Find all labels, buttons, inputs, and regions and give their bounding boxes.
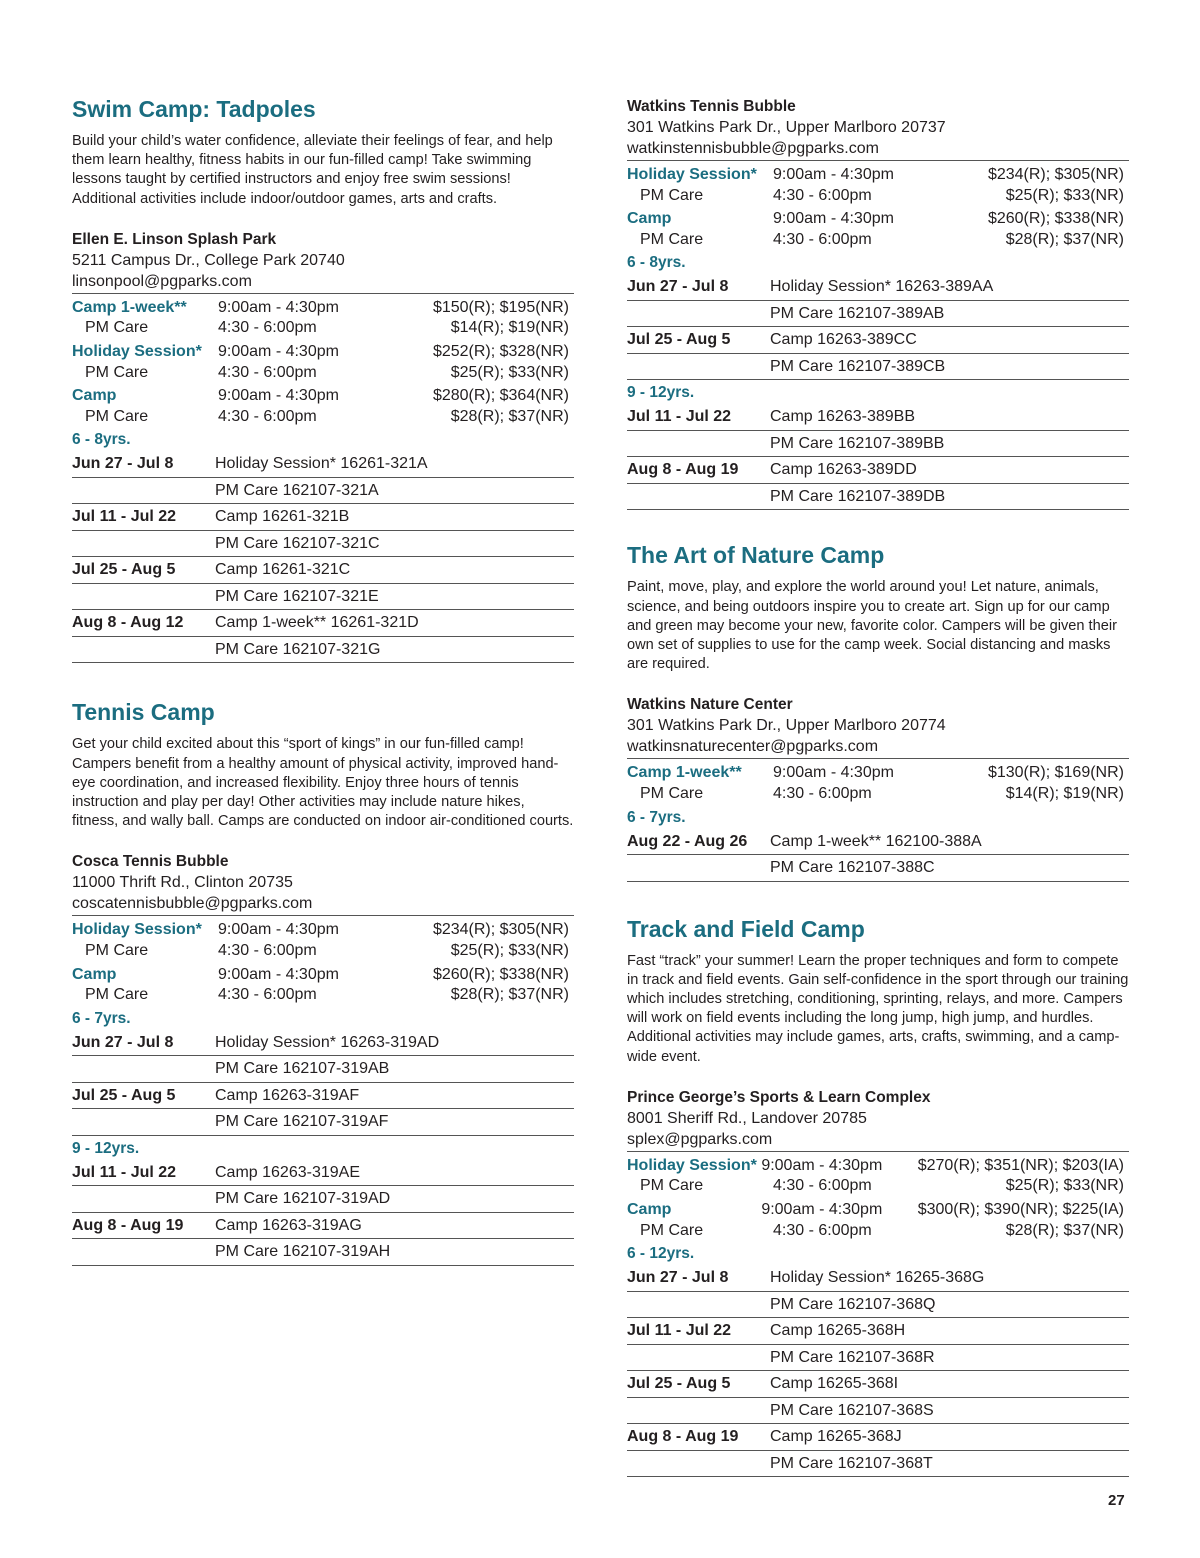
location-email[interactable]: watkinsnaturecenter@pgparks.com <box>627 736 1129 759</box>
rate-group <box>627 763 1129 804</box>
location-address: 5211 Campus Dr., College Park 20740 <box>72 251 345 269</box>
rate-group <box>627 1156 1129 1197</box>
rate-label: Camp 1-week** <box>72 298 187 316</box>
rates-table <box>627 759 1129 804</box>
section-description: Paint, move, play, and explore the world around you! Let nature, animals, science, and being outdoors inspire you to create art. Sign up for our camp and green may become your new, favorite color. Campers will be given their own set of supplies to use for the camp week. Social distancing and masks are required. <box>627 579 1117 673</box>
rate-group <box>72 386 574 427</box>
rate-sub-label: PM Care <box>640 230 704 248</box>
rate-label: Camp <box>72 965 117 983</box>
left-column <box>72 94 574 1300</box>
rate-label: Holiday Session* <box>627 1156 757 1174</box>
rate-row <box>627 165 1129 186</box>
age-group-label: 6 - 8yrs. <box>72 431 131 449</box>
rate-label: Holiday Session* <box>72 343 202 360</box>
schedule-course: Camp 16265-368H <box>770 1322 906 1340</box>
rate-sub-time: 4:30 - 6:00pm <box>773 230 872 248</box>
schedule-course: Camp 16263-389CC <box>770 331 917 349</box>
schedule-date: Jun 27 - Jul 8 <box>72 455 174 473</box>
schedule-date: Jul 25 - Aug 5 <box>627 331 731 349</box>
schedule-date <box>72 637 215 663</box>
location-email[interactable]: coscatennisbubble@pgparks.com <box>72 893 574 916</box>
rate-row <box>72 298 574 319</box>
rate-price: $280(R); $364(NR) <box>432 387 569 405</box>
schedule-course: Holiday Session* 16265-368G <box>770 1269 985 1287</box>
section-title: Tennis Camp <box>72 699 215 726</box>
schedule-course: Camp 16261-321C <box>215 561 351 579</box>
schedule-date <box>627 431 770 457</box>
schedule-date: Jul 25 - Aug 5 <box>72 1086 176 1104</box>
rate-sub-label: PM Care <box>85 986 149 1004</box>
schedule-date <box>72 531 215 557</box>
schedule-date: Jul 11 - Jul 22 <box>627 408 732 426</box>
rate-sub-price: $28(R); $37(NR) <box>1005 1221 1124 1239</box>
schedule-course: PM Care 162107-319AH <box>215 1243 391 1261</box>
schedule-date: Aug 8 - Aug 19 <box>627 461 739 479</box>
swim-camp-section <box>72 94 574 663</box>
rate-sub-time: 4:30 - 6:00pm <box>218 941 317 959</box>
page-number: 27 <box>1108 1492 1125 1509</box>
rate-price: $300(R); $390(NR); $225(IA) <box>917 1200 1124 1218</box>
age-group-label: 6 - 12yrs. <box>627 1245 695 1263</box>
rate-sub-time: 4:30 - 6:00pm <box>218 363 317 381</box>
rate-group <box>72 920 574 961</box>
schedule-course: Camp 16263-389DD <box>770 461 917 479</box>
location-name: Watkins Tennis Bubble <box>627 98 796 115</box>
schedule-row <box>627 1318 1129 1345</box>
location-email[interactable]: linsonpool@pgparks.com <box>72 271 574 294</box>
schedule-row <box>627 1424 1129 1451</box>
rate-time: 9:00am - 4:30pm <box>218 298 339 316</box>
rate-time: 9:00am - 4:30pm <box>773 210 894 228</box>
schedule-course: PM Care 162107-368R <box>770 1348 935 1366</box>
section-title: Track and Field Camp <box>627 915 865 942</box>
rate-label: Camp <box>627 1200 672 1218</box>
rate-label: Holiday Session* <box>627 166 757 183</box>
rate-row-pm-care <box>627 1221 1129 1242</box>
rate-label: Holiday Session* <box>72 921 202 939</box>
location-block <box>72 229 574 294</box>
schedule-course: Camp 16265-368J <box>770 1428 902 1446</box>
schedule-date: Aug 8 - Aug 19 <box>627 1428 739 1446</box>
schedule-course: PM Care 162107-321A <box>215 481 379 499</box>
schedule-date <box>72 1186 215 1212</box>
schedule-row <box>627 354 1129 381</box>
rate-sub-time: 4:30 - 6:00pm <box>218 319 317 337</box>
schedule-date: Aug 8 - Aug 19 <box>72 1216 184 1234</box>
schedule-course: Camp 16263-319AE <box>215 1163 360 1181</box>
schedule-row <box>72 610 574 637</box>
schedule-course: PM Care 162107-368T <box>770 1454 933 1472</box>
rate-time: 9:00am - 4:30pm <box>218 921 339 939</box>
location-name: Cosca Tennis Bubble <box>72 853 229 871</box>
rate-sub-label: PM Care <box>640 186 704 204</box>
schedule-course: Holiday Session* 16263-389AA <box>770 278 994 296</box>
rate-sub-price: $25(R); $33(NR) <box>1005 1177 1124 1195</box>
schedule-course: PM Care 162107-319AB <box>215 1060 390 1078</box>
rate-price: $150(R); $195(NR) <box>432 298 569 316</box>
schedule-date <box>627 354 770 380</box>
rate-sub-time: 4:30 - 6:00pm <box>773 784 872 802</box>
schedule-row <box>627 1451 1129 1478</box>
rate-sub-price: $25(R); $33(NR) <box>1005 186 1124 204</box>
rate-price: $270(R); $351(NR); $203(IA) <box>917 1156 1124 1174</box>
schedule-row <box>627 829 1129 856</box>
location-address: 301 Watkins Park Dr., Upper Marlboro 20737 <box>627 119 946 136</box>
schedule-row <box>72 584 574 611</box>
rate-row <box>627 1156 1129 1177</box>
schedule-date <box>627 1398 770 1424</box>
rate-sub-label: PM Care <box>640 1221 704 1239</box>
schedule-course: Camp 16261-321B <box>215 508 350 526</box>
rate-row-pm-care <box>627 1176 1129 1197</box>
rate-price: $260(R); $338(NR) <box>987 210 1124 228</box>
schedule-row <box>72 637 574 664</box>
rate-sub-price: $14(R); $19(NR) <box>450 319 569 337</box>
rate-row <box>72 342 574 363</box>
section-description: Get your child excited about this “sport of kings” in our fun-filled camp! Campers benefit from a healthy amount of physical activity, improved hand-eye coordination, and increased flexibility. Enjoy three hours of tennis instruction and play per day! Other activities may include nature hikes, fitness, and wally ball. Camps are conducted on indoor air-conditioned courts. <box>72 736 574 830</box>
schedule-row <box>627 431 1129 458</box>
rate-sub-time: 4:30 - 6:00pm <box>218 986 317 1004</box>
schedule-row <box>627 457 1129 484</box>
schedule-course: PM Care 162107-368Q <box>770 1295 936 1313</box>
schedule-row <box>627 1398 1129 1425</box>
schedule-date <box>72 478 215 504</box>
schedule-course: Camp 1-week** 162100-388A <box>770 832 982 850</box>
location-name: Ellen E. Linson Splash Park <box>72 230 277 248</box>
location-block <box>627 96 1129 161</box>
schedule-course: PM Care 162107-319AF <box>215 1113 389 1131</box>
schedule-row <box>72 1239 574 1266</box>
rate-sub-price: $25(R); $33(NR) <box>450 941 569 959</box>
rate-price: $260(R); $338(NR) <box>432 965 569 983</box>
age-group-label: 6 - 7yrs. <box>627 808 686 826</box>
section-description: Fast “track” your summer! Learn the proper techniques and form to compete in track and field events. Gain self-confidence in the sport through our training which includes stretching, conditioning, sprinting, relays, and more. Campers will work on field events including the long jump, high jump, and hurdles. Additional activities may include games, arts, crafts, swimming, and a camp-wide event. <box>627 952 1129 1065</box>
schedule-date: Jul 11 - Jul 22 <box>72 1163 177 1181</box>
location-address: 11000 Thrift Rd., Clinton 20735 <box>72 874 293 892</box>
schedule-row <box>627 327 1129 354</box>
schedule-course: PM Care 162107-389DB <box>770 487 946 505</box>
schedule-row <box>627 301 1129 328</box>
rate-time: 9:00am - 4:30pm <box>218 387 339 405</box>
right-column <box>627 96 1129 1511</box>
schedule-date: Jul 11 - Jul 22 <box>627 1322 732 1340</box>
schedule-row <box>72 1186 574 1213</box>
rates-table <box>627 1152 1129 1241</box>
schedule-row <box>72 1083 574 1110</box>
rate-row-pm-care <box>627 784 1129 805</box>
rate-group <box>627 165 1129 206</box>
schedule-course: Camp 1-week** 16261-321D <box>215 614 419 632</box>
rate-sub-time: 4:30 - 6:00pm <box>773 1221 872 1239</box>
rate-time: 9:00am - 4:30pm <box>773 166 894 183</box>
watkins-tennis-section <box>627 96 1129 510</box>
schedule-row <box>627 1345 1129 1372</box>
rates-table <box>72 294 574 428</box>
schedule-date: Aug 22 - Aug 26 <box>627 832 748 850</box>
rate-sub-label: PM Care <box>85 363 149 381</box>
schedule-course: Camp 16263-319AF <box>215 1086 360 1104</box>
rate-sub-time: 4:30 - 6:00pm <box>218 407 317 425</box>
rate-label: Camp <box>72 387 117 405</box>
rate-group <box>627 209 1129 250</box>
rate-label: Camp 1-week** <box>627 764 742 782</box>
rate-sub-time: 4:30 - 6:00pm <box>773 186 872 204</box>
schedule-date: Jul 25 - Aug 5 <box>627 1375 731 1393</box>
schedule-course: PM Care 162107-368S <box>770 1401 934 1419</box>
schedule-row <box>627 404 1129 431</box>
rate-sub-label: PM Care <box>85 941 149 959</box>
schedule-row <box>72 504 574 531</box>
rate-time: 9:00am - 4:30pm <box>761 1156 883 1174</box>
location-email[interactable]: watkinstennisbubble@pgparks.com <box>627 138 1129 161</box>
rate-price: $234(R); $305(NR) <box>987 166 1124 183</box>
schedule-row <box>627 855 1129 882</box>
rates-table <box>627 161 1129 250</box>
age-group-label: 9 - 12yrs. <box>627 384 695 402</box>
schedule-course: Camp 16265-368I <box>770 1375 899 1393</box>
rate-sub-label: PM Care <box>85 319 149 337</box>
rate-sub-price: $28(R); $37(NR) <box>1005 230 1124 248</box>
rate-time: 9:00am - 4:30pm <box>218 965 339 983</box>
track-field-section <box>627 914 1129 1478</box>
schedule-date <box>72 1239 215 1265</box>
schedule-row <box>72 1160 574 1187</box>
schedule-date <box>627 301 770 327</box>
schedule-course: PM Care 162107-321G <box>215 640 381 658</box>
schedule-row <box>627 484 1129 511</box>
schedule-row <box>72 1213 574 1240</box>
schedule-date <box>627 1345 770 1371</box>
rate-price: $252(R); $328(NR) <box>432 343 569 360</box>
rate-row <box>72 386 574 407</box>
schedule-date: Jun 27 - Jul 8 <box>627 1269 729 1287</box>
rate-time: 9:00am - 4:30pm <box>773 764 894 782</box>
schedule-date: Jul 25 - Aug 5 <box>72 561 176 579</box>
rate-price: $234(R); $305(NR) <box>432 921 569 939</box>
schedule-row <box>72 531 574 558</box>
location-name: Watkins Nature Center <box>627 696 793 714</box>
rate-time: 9:00am - 4:30pm <box>218 343 339 360</box>
rate-sub-price: $28(R); $37(NR) <box>450 407 569 425</box>
schedule-course: Holiday Session* 16261-321A <box>215 455 428 473</box>
location-address: 301 Watkins Park Dr., Upper Marlboro 20774 <box>627 717 946 735</box>
section-title: Swim Camp: Tadpoles <box>72 96 316 122</box>
schedule-course: PM Care 162107-389BB <box>770 434 945 452</box>
age-group-label: 6 - 8yrs. <box>627 254 686 272</box>
section-title: The Art of Nature Camp <box>627 542 885 569</box>
tennis-camp-section <box>72 697 574 1265</box>
schedule-date: Jun 27 - Jul 8 <box>627 278 729 296</box>
location-email[interactable]: splex@pgparks.com <box>627 1129 1129 1152</box>
rate-row-pm-care <box>627 230 1129 251</box>
rate-row <box>72 920 574 941</box>
rate-sub-time: 4:30 - 6:00pm <box>773 1177 872 1195</box>
location-block <box>72 851 574 916</box>
rate-row-pm-care <box>72 941 574 962</box>
schedule-row <box>627 274 1129 301</box>
schedule-course: PM Care 162107-321E <box>215 587 379 605</box>
schedule-row <box>72 1056 574 1083</box>
schedule-course: PM Care 162107-389AB <box>770 304 945 322</box>
rate-price: $130(R); $169(NR) <box>987 764 1124 782</box>
schedule-row <box>72 1109 574 1136</box>
rate-row <box>627 209 1129 230</box>
rate-sub-label: PM Care <box>640 1177 704 1195</box>
rate-sub-label: PM Care <box>640 784 704 802</box>
location-address: 8001 Sheriff Rd., Landover 20785 <box>627 1109 867 1127</box>
schedule-row <box>72 478 574 505</box>
schedule-row <box>72 451 574 478</box>
schedule-course: PM Care 162107-389CB <box>770 357 946 375</box>
schedule-date <box>72 1109 215 1135</box>
schedule-row <box>627 1292 1129 1319</box>
schedule-course: PM Care 162107-319AD <box>215 1190 391 1208</box>
location-block <box>627 694 1129 759</box>
age-group-label: 6 - 7yrs. <box>72 1009 131 1027</box>
section-description: Build your child’s water confidence, alleviate their feelings of fear, and help them learn healthy, fitness habits in our fun-filled camp! Take swimming lessons taught by certified instructors and enjoy free swim sessions! Additional activities include indoor/outdoor games, arts and crafts. <box>72 133 553 207</box>
schedule-course: Camp 16263-319AG <box>215 1216 362 1234</box>
rate-row-pm-care <box>72 363 574 384</box>
schedule-course: Camp 16263-389BB <box>770 408 915 426</box>
schedule-course: PM Care 162107-388C <box>770 859 935 877</box>
rate-group <box>72 342 574 383</box>
schedule-row <box>72 557 574 584</box>
schedule-date <box>627 1292 770 1318</box>
schedule-date <box>627 484 770 510</box>
age-group-label: 9 - 12yrs. <box>72 1139 140 1157</box>
art-of-nature-section <box>627 540 1129 881</box>
rate-label: Camp <box>627 210 672 228</box>
rate-group <box>72 298 574 339</box>
rate-group <box>72 965 574 1006</box>
schedule-course: Holiday Session* 16263-319AD <box>215 1033 440 1051</box>
schedule-row <box>72 1030 574 1057</box>
rate-row <box>72 965 574 986</box>
rate-row-pm-care <box>627 186 1129 207</box>
schedule-course: PM Care 162107-321C <box>215 534 380 552</box>
rate-row <box>627 763 1129 784</box>
schedule-row <box>627 1371 1129 1398</box>
schedule-date: Jul 11 - Jul 22 <box>72 508 177 526</box>
rate-row <box>627 1200 1129 1221</box>
rate-sub-price: $28(R); $37(NR) <box>450 986 569 1004</box>
location-block <box>627 1087 1129 1152</box>
rate-sub-price: $14(R); $19(NR) <box>1005 784 1124 802</box>
schedule-date <box>627 855 770 881</box>
rates-table <box>72 916 574 1005</box>
schedule-date <box>72 584 215 610</box>
rate-row-pm-care <box>72 985 574 1006</box>
schedule-date: Aug 8 - Aug 12 <box>72 614 184 632</box>
location-name: Prince George’s Sports & Learn Complex <box>627 1088 931 1106</box>
rate-time: 9:00am - 4:30pm <box>761 1200 883 1218</box>
schedule-row <box>627 1265 1129 1292</box>
rate-group <box>627 1200 1129 1241</box>
schedule-date <box>627 1451 770 1477</box>
schedule-date: Jun 27 - Jul 8 <box>72 1033 174 1051</box>
rate-row-pm-care <box>72 407 574 428</box>
schedule-date <box>72 1056 215 1082</box>
rate-sub-price: $25(R); $33(NR) <box>450 363 569 381</box>
rate-row-pm-care <box>72 318 574 339</box>
rate-sub-label: PM Care <box>85 407 149 425</box>
